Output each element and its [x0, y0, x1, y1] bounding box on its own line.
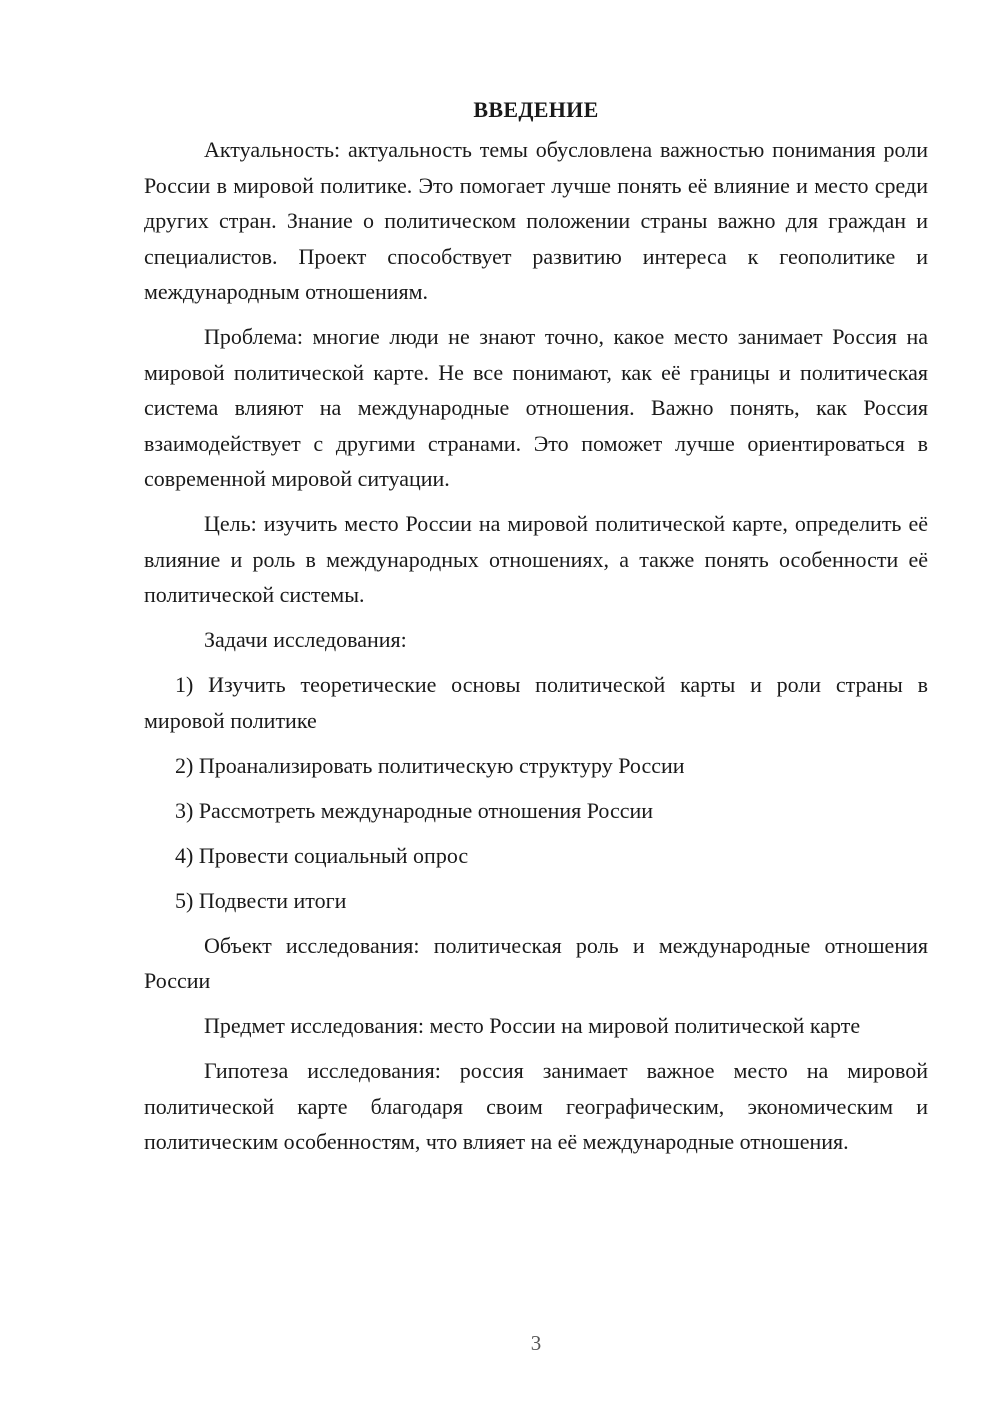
task-item-1: 1) Изучить теоретические основы политической карты и роли страны в мировой политике	[144, 672, 928, 733]
document-page	[144, 92, 928, 1169]
problem-paragraph: Проблема: многие люди не знают точно, какое место занимает Россия на мировой политической карте. Не все понимают, как её границы и политическая система влияют на международные отношения. Важно понять, как Россия взаимодействует с другими странами. Это поможет лучше ориентироваться в современной мировой ситуации.	[144, 324, 928, 491]
task-item-5: 5) Подвести итоги	[175, 887, 347, 913]
hypothesis-paragraph: Гипотеза исследования: россия занимает важное место на мировой политической карте благодаря своим географическим, экономическим и политическим особенностям, что влияет на её международные отношения.	[144, 1058, 928, 1154]
tasks-heading: Задачи исследования:	[204, 627, 407, 652]
task-item-3: 3) Рассмотреть международные отношения России	[175, 797, 654, 823]
relevance-paragraph: Актуальность: актуальность темы обусловлена важностью понимания роли России в мировой политике. Это помогает лучше понять её влияние и место среди других стран. Знание о политическом положении страны важно для граждан и специалистов. Проект способствует развитию интереса к геополитике и международным отношениям.	[144, 137, 928, 304]
subject-paragraph: Предмет исследования: место России на мировой политической карте	[204, 1013, 861, 1038]
page-number: 3	[530, 1331, 542, 1355]
object-paragraph: Объект исследования: политическая роль и международные отношения России	[144, 932, 928, 993]
task-item-4: 4) Провести социальный опрос	[175, 842, 469, 868]
task-item-2: 2) Проанализировать политическую структуру России	[175, 752, 685, 778]
page-title: ВВЕДЕНИЕ	[473, 97, 599, 122]
goal-paragraph: Цель: изучить место России на мировой политической карте, определить её влияние и роль в международных отношениях, а также понять особенности её политической системы.	[144, 511, 928, 607]
